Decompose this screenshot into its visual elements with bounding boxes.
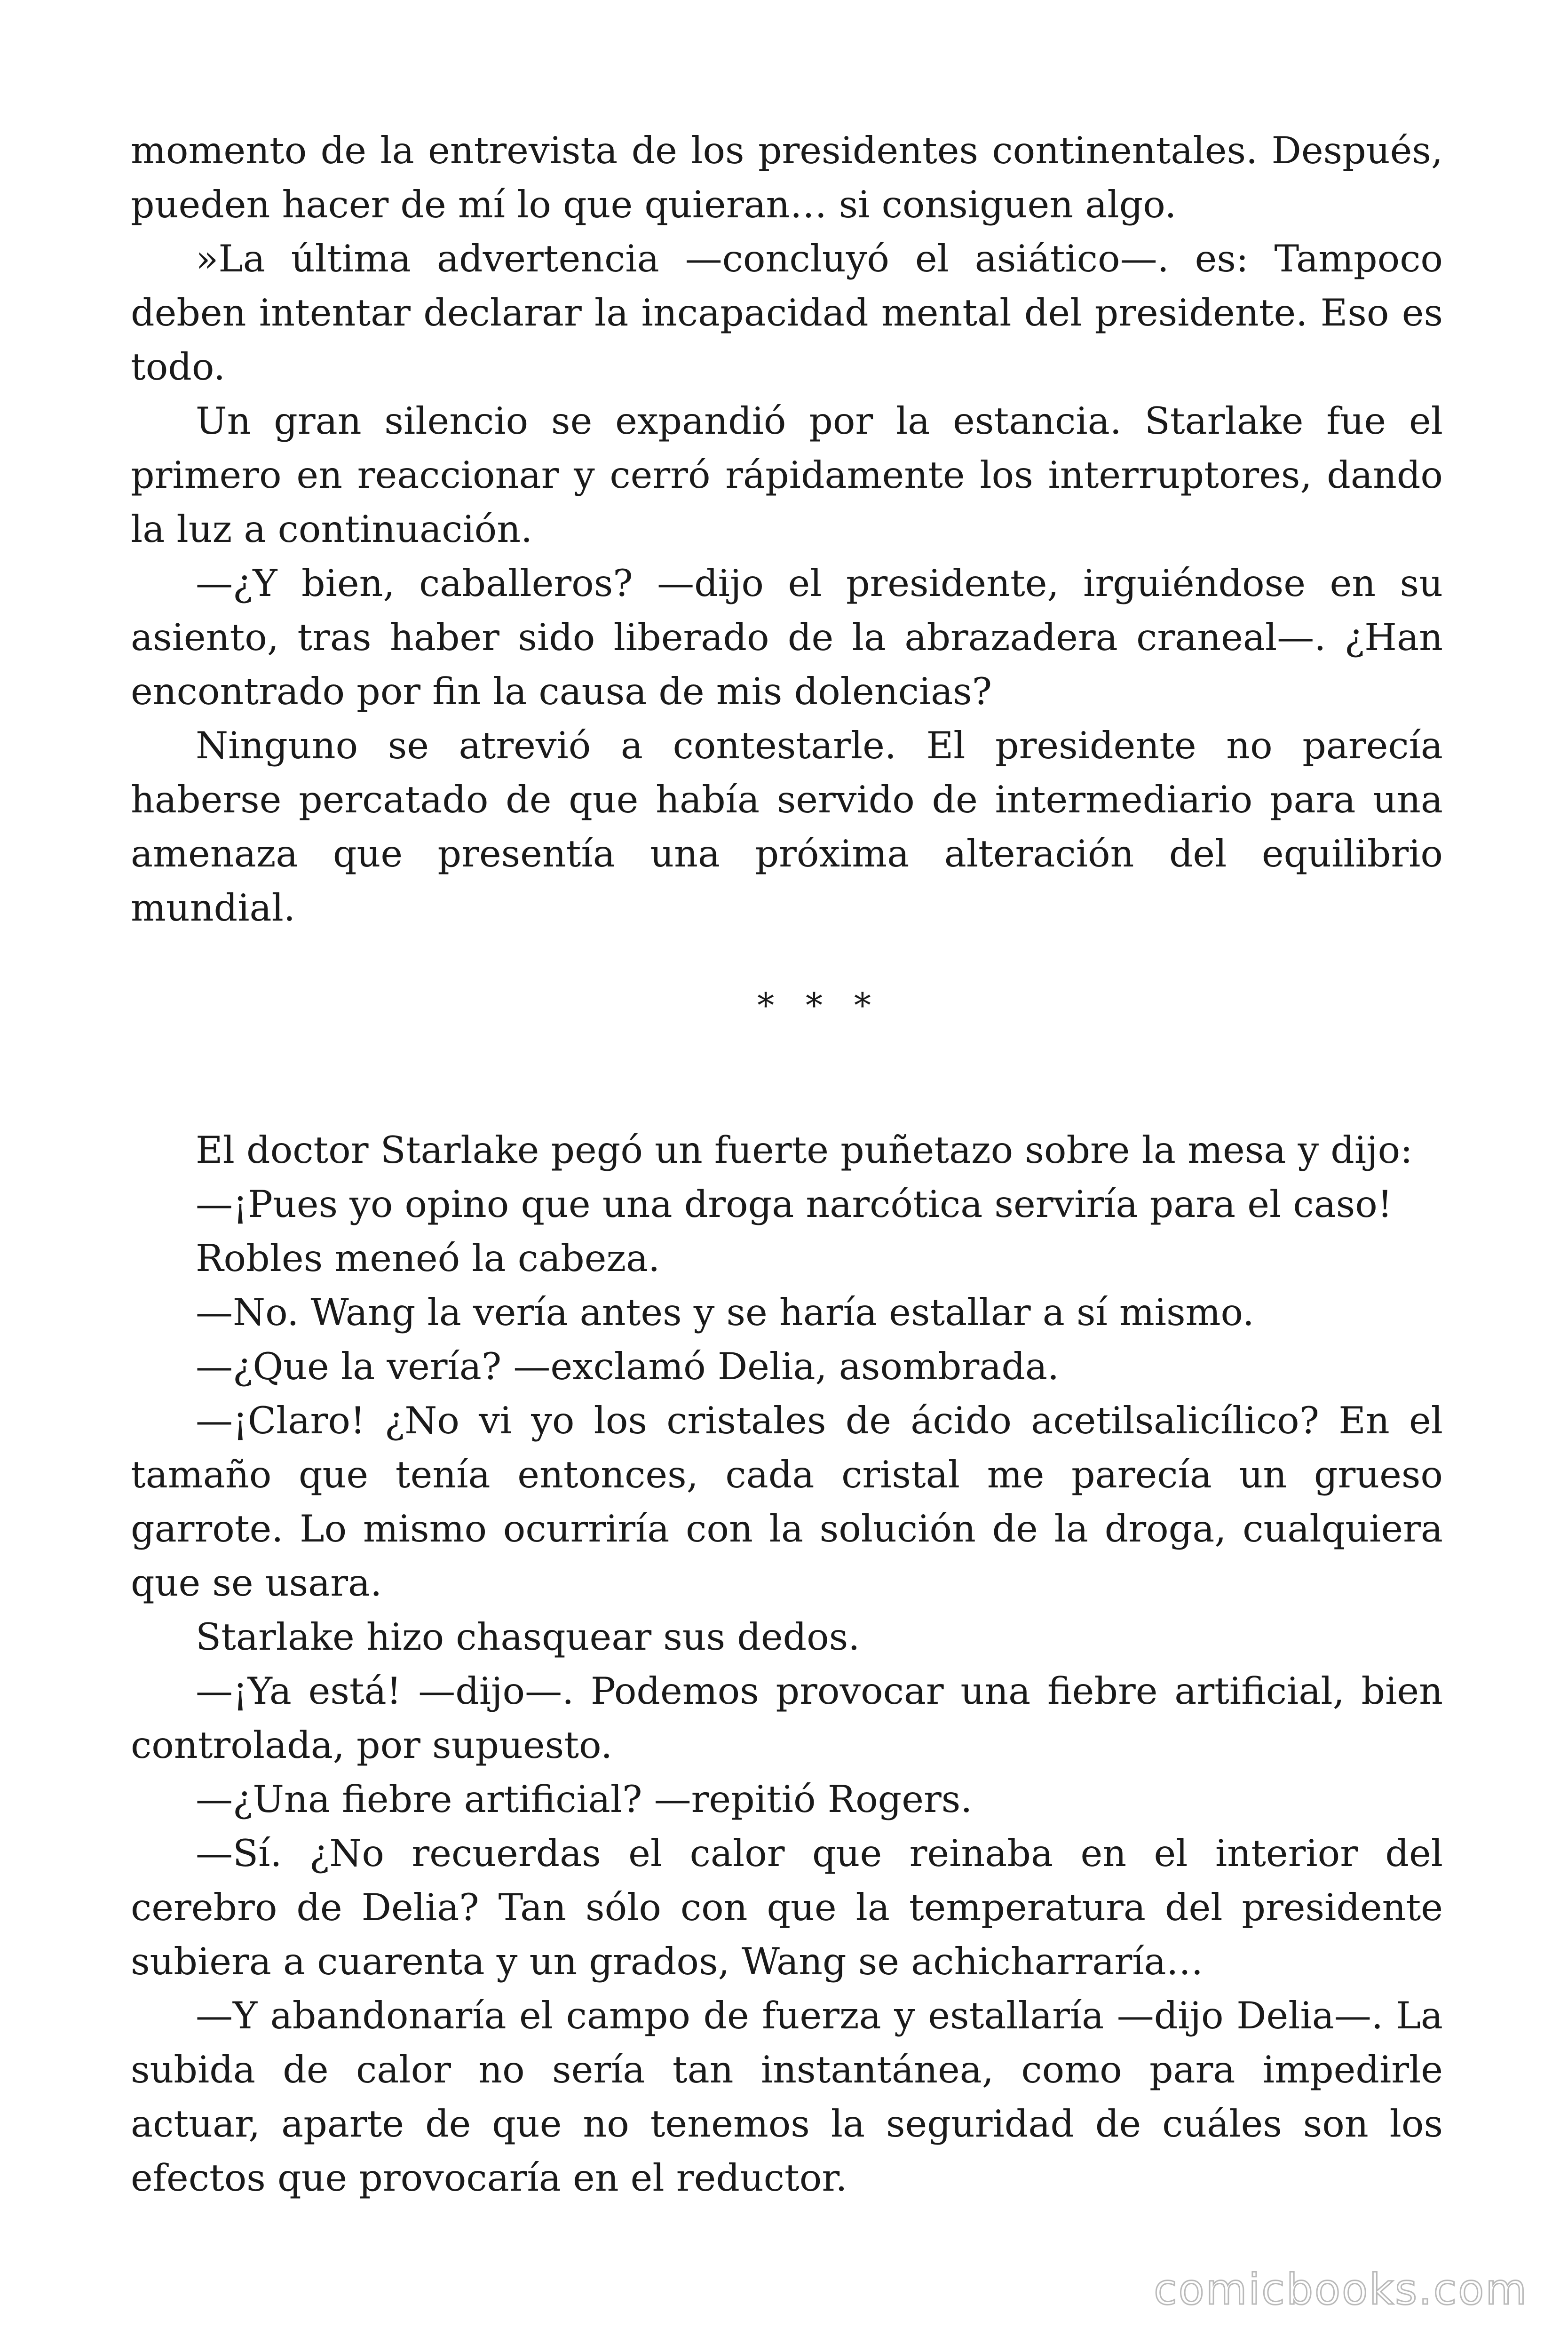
paragraph: —Y abandonaría el campo de fuerza y estallaría —dijo Delia—. La subida de calor no sería tan instantánea, como para impedirle actuar, aparte de que no tenemos la seguridad de cuáles son los efectos que provocaría en el reductor. <box>131 1994 1443 2200</box>
paragraph: »La última advertencia —concluyó el asiático—. es: Tampoco deben intentar declarar la incapacidad mental del presidente. Eso es todo. <box>131 237 1443 389</box>
text-block-bottom <box>131 1123 1443 2205</box>
section-separator: * * * <box>757 985 881 1025</box>
paragraph: —No. Wang la vería antes y se haría estallar a sí mismo. <box>196 1291 1254 1334</box>
watermark: comicbooks.com <box>1154 2265 1528 2314</box>
paragraph: —¿Una fiebre artificial? —repitió Rogers. <box>196 1778 973 1821</box>
paragraph: —¡Pues yo opino que una droga narcótica serviría para el caso! <box>196 1183 1393 1226</box>
paragraph: —¿Y bien, caballeros? —dijo el presidente, irguiéndose en su asiento, tras haber sido liberado de la abrazadera craneal—. ¿Han encontrado por fin la causa de mis dolencias? <box>131 562 1443 713</box>
paragraph: momento de la entrevista de los presidentes continentales. Después, pueden hacer de mí lo que quieran… si consiguen algo. <box>131 129 1443 226</box>
paragraph: —¿Que la vería? —exclamó Delia, asombrada. <box>196 1345 1060 1388</box>
paragraph: Un gran silencio se expandió por la estancia. Starlake fue el primero en reaccionar y cerró rápidamente los interruptores, dando la luz a continuación. <box>131 399 1443 551</box>
paragraph: El doctor Starlake pegó un fuerte puñetazo sobre la mesa y dijo: <box>196 1128 1413 1172</box>
paragraph: Ninguno se atrevió a contestarle. El presidente no parecía haberse percatado de que había servido de intermediario para una amenaza que presentía una próxima alteración del equilibrio mundial. <box>131 724 1443 930</box>
paragraph: —¡Claro! ¿No vi yo los cristales de ácido acetilsalicílico? En el tamaño que tenía entonces, cada cristal me parecía un grueso garrote. Lo mismo ocurriría con la solución de la droga, cualquiera que se usara. <box>131 1399 1443 1605</box>
paragraph: —¡Ya está! —dijo—. Podemos provocar una fiebre artificial, bien controlada, por supuesto. <box>131 1669 1443 1767</box>
paragraph: Starlake hizo chasquear sus dedos. <box>196 1615 860 1659</box>
text-block-top <box>131 124 1443 935</box>
paragraph: —Sí. ¿No recuerdas el calor que reinaba en el interior del cerebro de Delia? Tan sólo con que la temperatura del presidente subiera a cuarenta y un grados, Wang se achicharraría… <box>131 1832 1443 1983</box>
paragraph: Robles meneó la cabeza. <box>196 1237 660 1280</box>
